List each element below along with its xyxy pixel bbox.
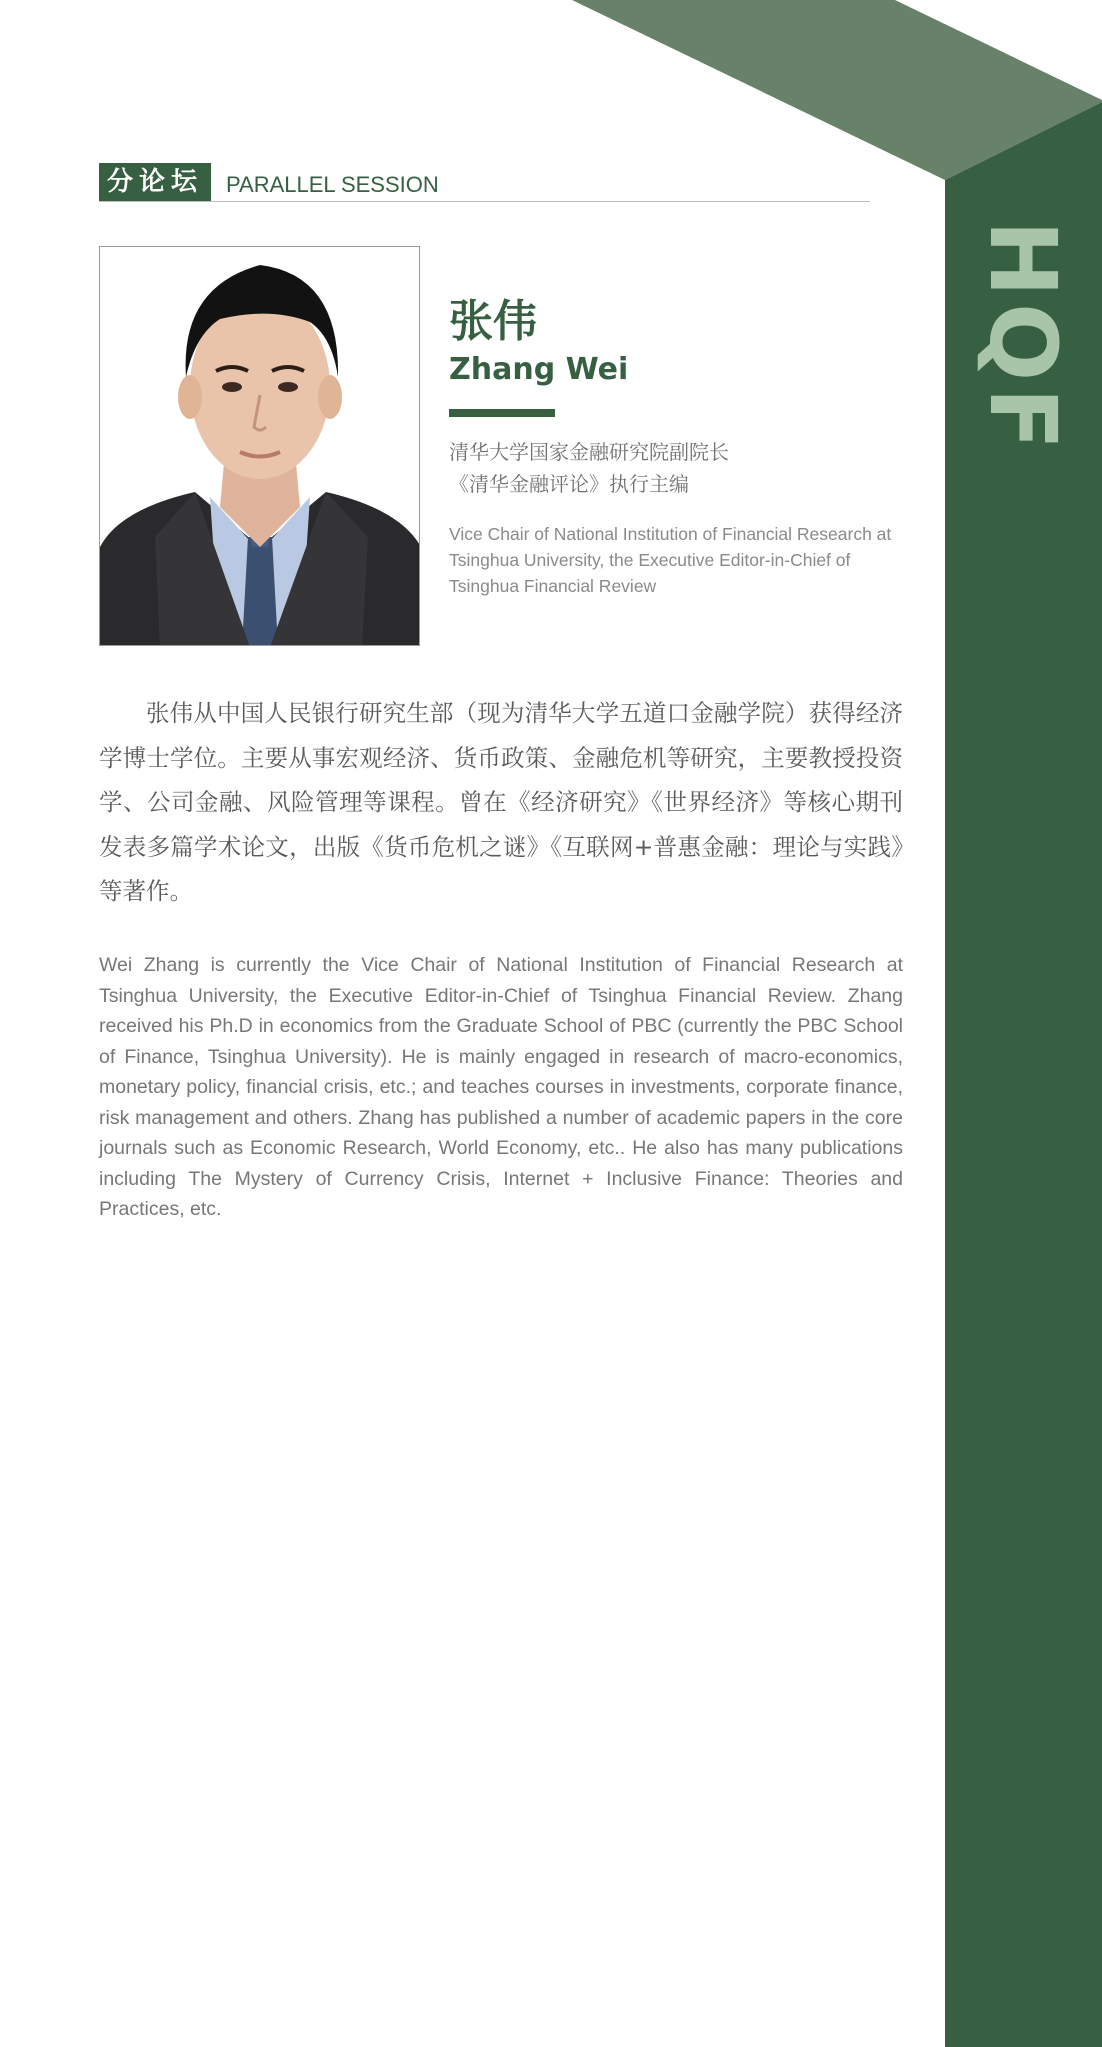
sidebar-brand-text: HQF [969, 220, 1076, 457]
section-label: PARALLEL SESSION [226, 172, 439, 197]
name-underline-bar [449, 409, 555, 417]
section-badge: 分论坛 [99, 163, 211, 201]
speaker-name-en: Zhang Wei [449, 352, 629, 387]
bio-english: Wei Zhang is currently the Vice Chair of National Institution of Financial Research at Tsinghua University, the Executive Editor-in-Chief of Tsinghua Financial Review. Zhang received his Ph.D in economics from the Graduate School of PBC (currently the PBC School of Finance, Tsinghua University). He is mainly engaged in research of macro-economics, monetary policy, financial crisis, etc.; and teaches courses in investments, corporate finance, risk management and others. Zhang has published a number of academic papers in the core journals such as Economic Research, World Economy, etc.. He also has many publications including The Mystery of Currency Crisis, Internet + Inclusive Finance: Theories and Practices, etc. [99, 954, 903, 1220]
bio-chinese: 张伟从中国人民银行研究生部（现为清华大学五道口金融学院）获得经济学博士学位。主要从事宏观经济、货币政策、金融危机等研究，主要教授投资学、公司金融、风险管理等课程。曾在《经济研究》《世界经济》等核心期刊发表多篇学术论文，出版《货币危机之谜》《互联网+普惠金融：理论与实践》等著作。 [99, 699, 903, 905]
speaker-title-cn [449, 436, 909, 500]
speaker-title-cn-line2: 《清华金融评论》执行主编 [449, 472, 689, 496]
speaker-photo [99, 246, 420, 646]
speaker-title-cn-line1: 清华大学国家金融研究院副院长 [449, 440, 729, 464]
speaker-name-cn: 张伟 [449, 296, 537, 347]
speaker-title-en: Vice Chair of National Institution of Financial Research at Tsinghua University, the Executive Editor-in-Chief of Tsinghua Financial Review [449, 524, 892, 596]
section-header [99, 163, 870, 202]
